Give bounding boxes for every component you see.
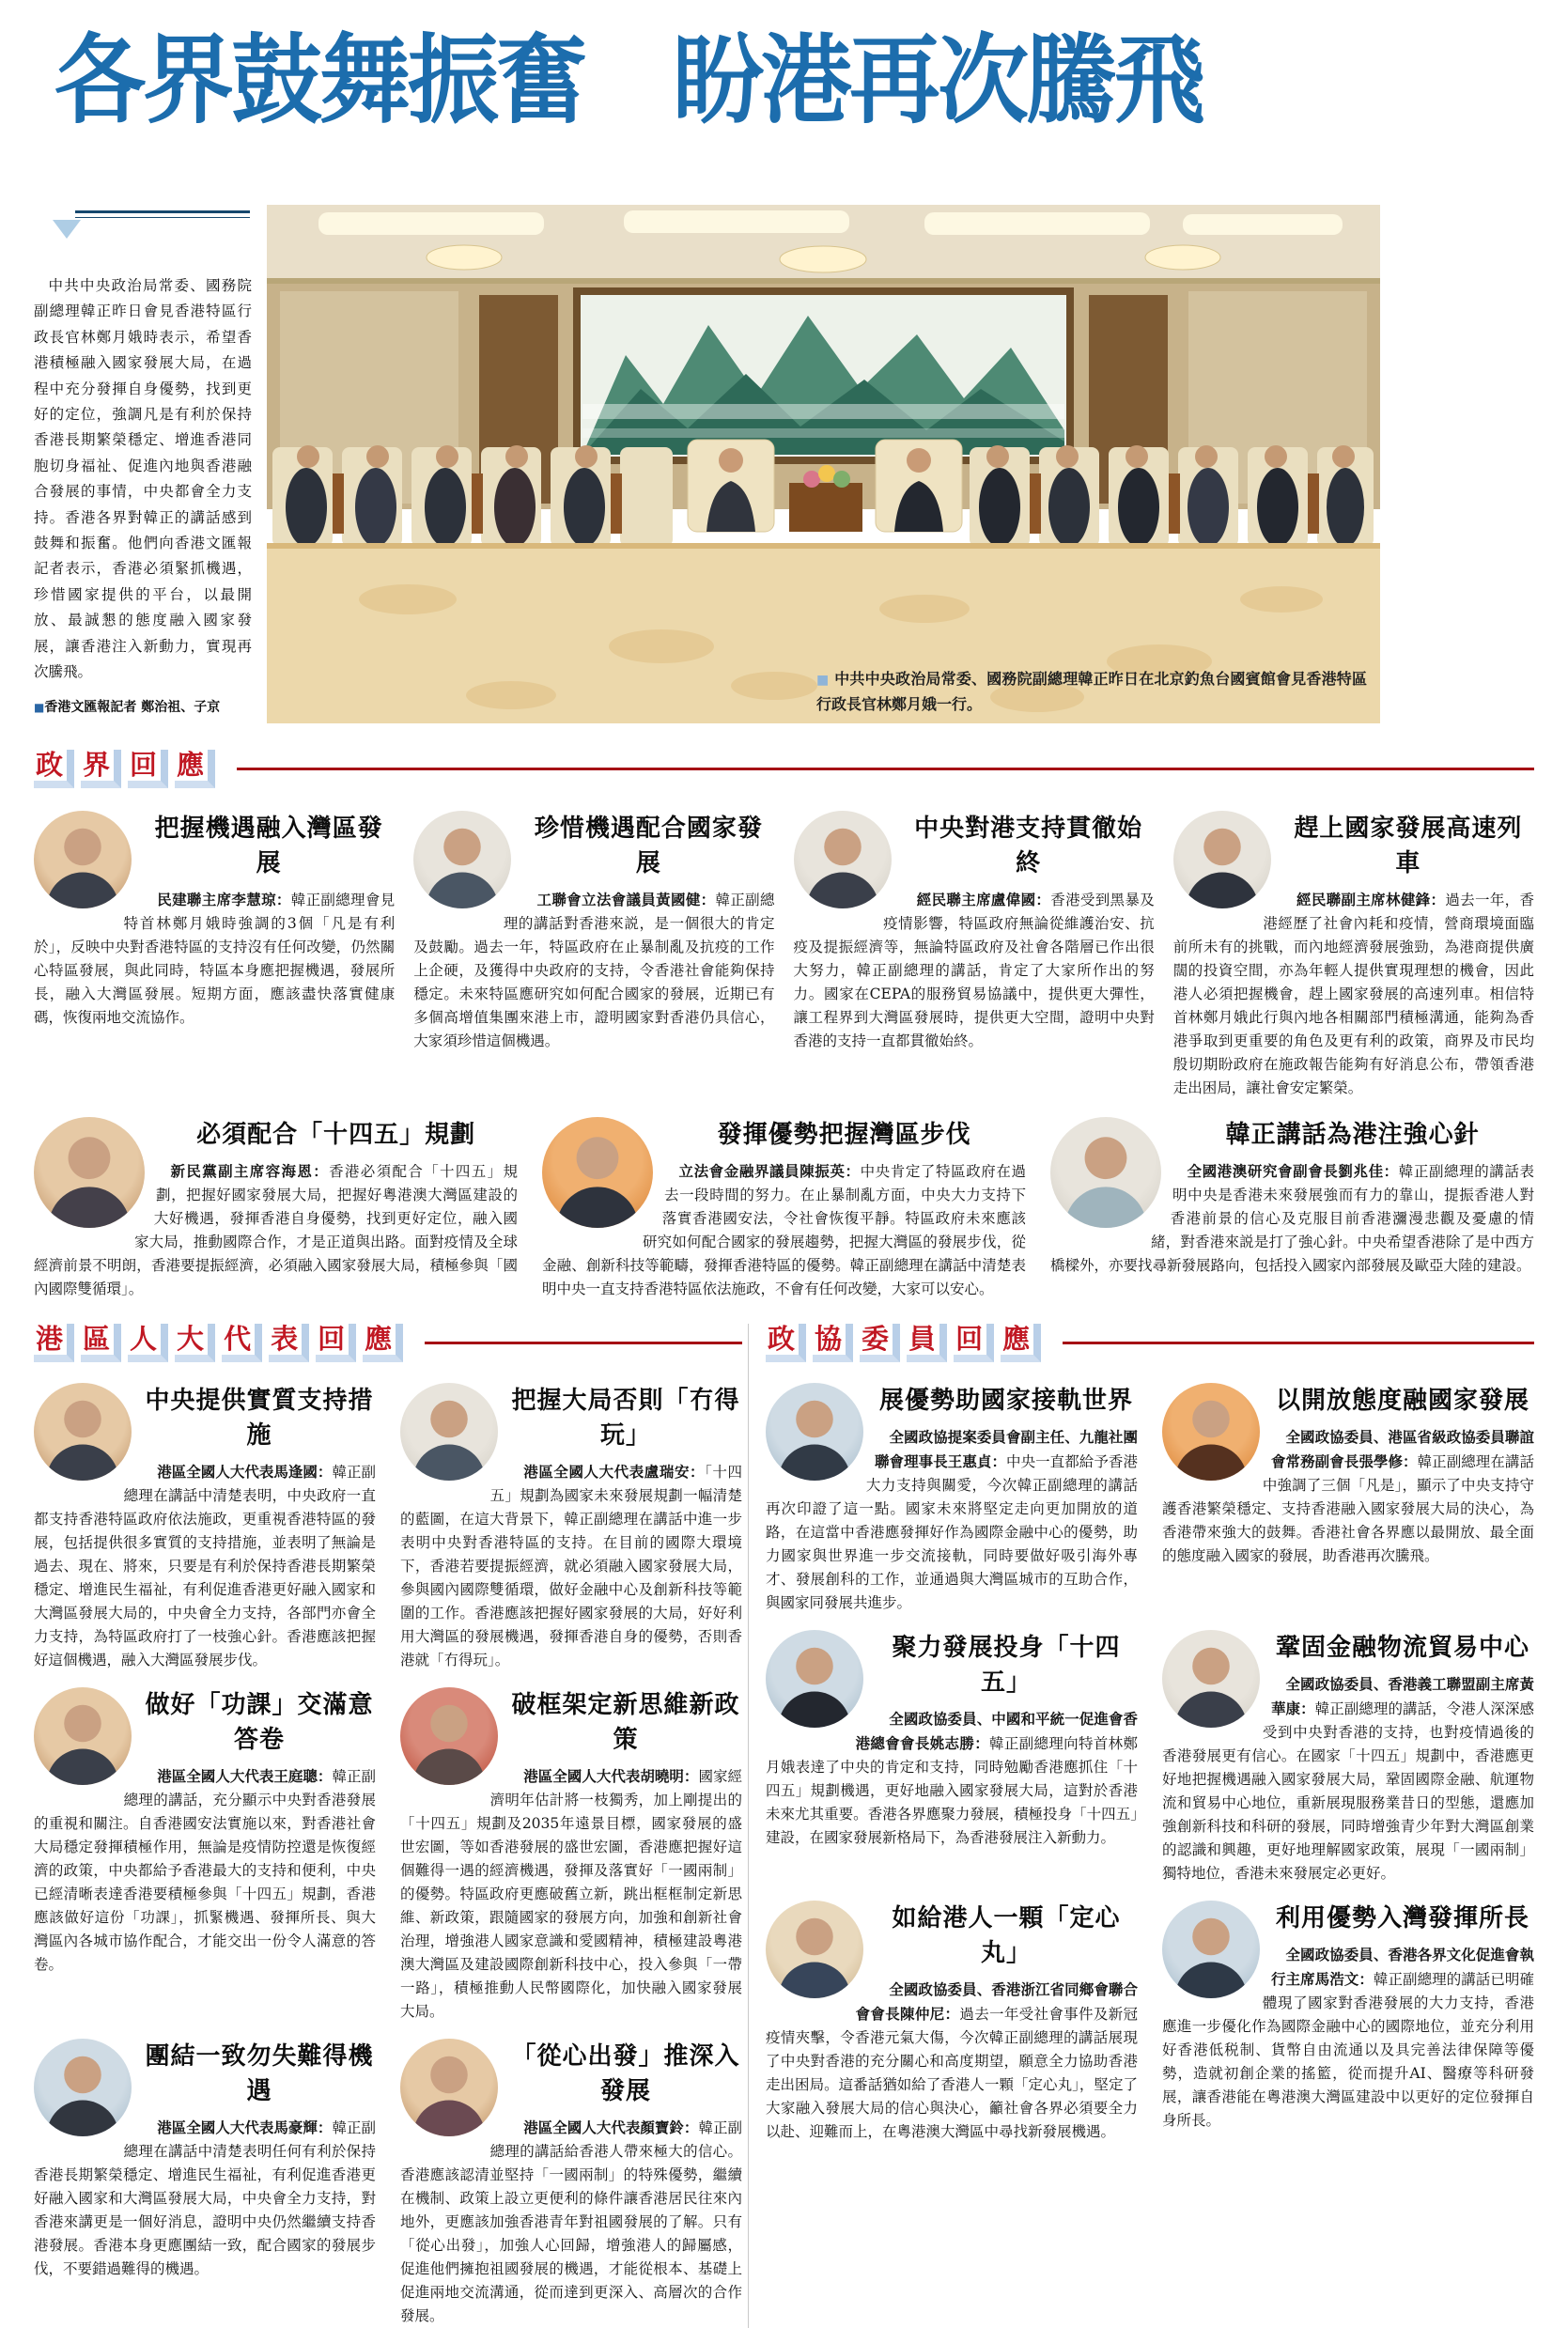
commentary-block — [794, 809, 1155, 1100]
byline — [34, 697, 252, 716]
commentary-text: 香港受到黑暴及疫情影響，特區政府無論從維護治安、抗疫及提振經濟等，無論特區政府及社會各階層已作出很大努力，韓正副總理的講話，肯定了大家所作出的努力。國家在CEPA的服務貿易協議中，提供更大彈性，讓工程界到大灣區發展時，提供更大空間，證明中央對香港的支持一直都貫徹始終。 — [793, 891, 1155, 1049]
speaker-name: 港區全國人大代表王庭聰： — [157, 1767, 333, 1786]
commentary-block — [542, 1115, 1026, 1301]
commentary-title: 展優勢助國家接軌世界 — [878, 1387, 1133, 1416]
portrait-photo — [1050, 1117, 1161, 1228]
commentary-title: 「從心出發」推深入發展 — [511, 2042, 740, 2106]
portrait-photo — [400, 2039, 498, 2136]
commentary-title: 把握大局否則「冇得玩」 — [511, 1387, 740, 1451]
speaker-name: 全國港澳研究會副會長劉兆佳： — [1187, 1161, 1399, 1180]
commentary-block — [413, 809, 774, 1100]
section-header-char: 員 — [907, 1324, 947, 1362]
section-header-npc — [34, 1324, 742, 1362]
portrait-photo — [34, 1383, 132, 1481]
portrait-photo — [794, 811, 892, 908]
section-header-rule — [425, 1342, 742, 1344]
portrait-photo — [34, 1117, 145, 1228]
speaker-name: 立法會金融界議員陳振英： — [678, 1161, 861, 1180]
commentary-title: 珍惜機遇配合國家發展 — [534, 814, 763, 877]
commentary-text: 韓正副總理的講話已明確體現了國家對香港發展的大力支持，香港應進一步優化作為國際金融中心的國際地位，並充分利用好香港低税制、貨幣自由流通以及具完善法律保障等優勢，造就初創企業的搖籃，從而提升AI、醫療等科研發展，讓香港能在粵港澳大灣區建設中以更好的定位發揮自身所長。 — [1162, 1971, 1534, 2130]
commentary-text: 韓正副總理的講話，充分顯示中央對香港發展的重視和關注。自香港國安法實施以來，對香港社會大局穩定發揮積極作用，無論是疫情防控還是恢復經濟的政策，中央都給予香港最大的支持和便利，中央已經清晰表達香港要積極參與「十四五」規劃，香港應該做好這份「功課」，抓緊機遇、發揮所長、與大灣區內各城市協作配合，才能交出一份令人滿意的答卷。 — [34, 1768, 376, 1974]
portrait-photo — [413, 811, 511, 908]
portrait-photo — [542, 1117, 653, 1228]
portrait-photo — [766, 1383, 863, 1481]
commentary-title: 以開放態度融國家發展 — [1275, 1387, 1529, 1416]
section-npc-responses — [0, 1324, 748, 2328]
section-header-char: 應 — [363, 1324, 403, 1362]
commentary-block — [400, 2037, 742, 2328]
commentary-title: 韓正講話為港注強心針 — [1225, 1120, 1480, 1149]
commentary-body — [34, 1764, 376, 1977]
commentary-text: 韓正副總理向特首林鄭月娥表達了中央的肯定和支持，同時勉勵香港應抓住「十四五」規劃機遇，更好地融入國家發展大局，這對於香港未來尤其重要。香港各界應聚力發展，積極投身「十四五」建設，在國家發展新格局下，為香港發展注入新動力。 — [766, 1735, 1138, 1847]
commentary-body — [400, 1764, 742, 2024]
speaker-name: 港區全國人大代表馬逢國： — [157, 1463, 333, 1482]
commentary-block — [766, 1899, 1138, 2144]
section-header-rule — [1063, 1342, 1534, 1344]
section-header-char: 代 — [222, 1324, 262, 1362]
section-header-cppcc — [766, 1324, 1534, 1362]
commentary-body — [794, 888, 1155, 1053]
section-header-politics — [34, 750, 1534, 788]
speaker-name: 港區全國人大代表盧瑞安： — [523, 1463, 706, 1482]
commentary-text: 過去一年，香港經歷了社會內耗和疫情，營商環境面臨前所未有的挑戰，而內地經濟發展強勁，為港商提供廣闊的投資空間，亦為年輕人提供實現理想的機會，因此港人必須把握機會，趕上國家發展的高速列車。相信特首林鄭月娥此行與內地各相關部門積極溝通，能夠為香港爭取到更重要的角色及更有利的政策，商界及市民均殷切期盼政府在施政報告能夠有好消息公布，帶領香港走出困局，讓社會安定繁榮。 — [1172, 891, 1534, 1096]
politics-responses-row1 — [34, 809, 1534, 1100]
speaker-name: 港區全國人大代表馬豪輝： — [157, 2118, 333, 2137]
portrait-photo — [1173, 811, 1271, 908]
section-header-char: 大 — [175, 1324, 215, 1362]
commentary-text: 韓正副總理在講話中強調了三個「凡是」，顯示了中央支持守護香港繁榮穩定、支持香港融入國家發展大局的決心，為香港帶來強大的鼓舞。香港社會各界應以最開放、最全面的態度融入國家的發展，助香港再次騰飛。 — [1162, 1453, 1534, 1565]
commentary-block — [1173, 809, 1534, 1100]
commentary-title: 聚力發展投身「十四五」 — [892, 1634, 1121, 1698]
section-header-char: 回 — [128, 750, 168, 788]
portrait-photo — [766, 1630, 863, 1728]
portrait-photo — [1162, 1630, 1260, 1728]
commentary-title: 做好「功課」交滿意答卷 — [145, 1691, 374, 1755]
speaker-name: 全國政協委員、香港浙江省同鄉會聯合會會長陳仲尼： — [855, 1980, 1138, 2024]
speaker-name: 全國政協委員、港區省級政協委員聯誼會常務副會長張學修： — [1271, 1428, 1534, 1471]
commentary-text: 中央肯定了特區政府在過去一段時間的努力。在止暴制亂方面，中央大力支持下落實香港國安法，令社會恢復平靜。特區政府未來應該研究如何配合國家的發展趨勢，把握大灣區的發展步伐，從金融、創新科技等範疇，發揮香港特區的優勢。韓正副總理在講話中清楚表明中央一直支持香港特區依法施政，不會有任何改變，大家可以安心。 — [542, 1162, 1026, 1297]
bottom-sections — [0, 1324, 1568, 2328]
commentary-block — [766, 1628, 1138, 1886]
speaker-name: 工聯會立法會議員黃國健： — [536, 890, 716, 908]
speaker-name: 全國政協委員、香港各界文化促進會執行主席馬浩文： — [1271, 1946, 1534, 1989]
commentary-title: 中央提供實質支持措施 — [145, 1387, 374, 1451]
commentary-title: 發揮優勢把握灣區步伐 — [717, 1120, 971, 1149]
photo-caption-text: 中共中央政治局常委、國務院副總理韓正昨日在北京釣魚台國賓館會見香港特區行政長官林鄭月娥一行。 — [816, 670, 1367, 713]
commentary-title: 把握機遇融入灣區發展 — [154, 814, 383, 877]
commentary-title: 趕上國家發展高速列車 — [1294, 814, 1523, 877]
section-header-char: 委 — [860, 1324, 900, 1362]
section-header-char: 港 — [34, 1324, 74, 1362]
lead-triangle-ornament — [53, 220, 81, 253]
cppcc-blocks-grid — [766, 1381, 1534, 2144]
commentary-text: 香港必須配合「十四五」規劃，把握好國家發展大局，把握好粵港澳大灣區建設的大好機遇，發揮香港自身優勢，找到更好定位，融入國家大局，推動國際合作，才是正道與出路。面對疫情及全球經濟前景不明朗，香港要提振經濟，必須融入國家發展大局，積極參與「國內國際雙循環」。 — [34, 1162, 518, 1297]
commentary-block — [1162, 1899, 1534, 2144]
commentary-block — [766, 1381, 1138, 1615]
commentary-body — [34, 1460, 376, 1672]
section-cppcc-responses — [748, 1324, 1568, 2328]
portrait-photo — [34, 811, 132, 908]
section-header-char: 回 — [954, 1324, 994, 1362]
portrait-photo — [1162, 1901, 1260, 1998]
commentary-title: 團結一致勿失難得機遇 — [145, 2042, 374, 2106]
commentary-body — [766, 1978, 1138, 2144]
portrait-photo — [400, 1687, 498, 1785]
commentary-text: 韓正副總理在講話中清楚表明，中央政府一直都支持香港特區政府依法施政，更重視香港特區的發展，包括提供很多實質的支持措施，並表明了無論是過去、現在、將來，只要是有利於保持香港長期繁榮穩定、增進民生福祉，有利促進香港更好融入國家和大灣區發展大局的，中央會全力支持，各部門亦會全力支持，為特區政府打了一枝強心針。香港應該把握好這個機遇，融入大灣區發展步伐。 — [34, 1464, 376, 1669]
byline-bullet-icon: ■ — [34, 700, 45, 714]
commentary-block — [400, 1685, 742, 2024]
commentary-block — [400, 1381, 742, 1672]
commentary-block — [34, 1381, 376, 1672]
speaker-name: 港區全國人大代表胡曉明： — [523, 1767, 699, 1786]
commentary-text: 過去一年受社會事件及新冠疫情夾擊，令香港元氣大傷，今次韓正副總理的講話展現了中央對香港的充分關心和高度期望，願意全力協助香港走出困局。這番話猶如給了香港人一顆「定心丸」，堅定了大家融入發展大局的信心與決心，籲社會各界必須要全力以赴、迎難而上，在粵港澳大灣區中尋找新發展機遇。 — [766, 2006, 1138, 2141]
commentary-title: 利用優勢入灣發揮所長 — [1275, 1904, 1529, 1933]
commentary-block — [1162, 1628, 1534, 1886]
commentary-title: 如給港人一顆「定心丸」 — [892, 1904, 1121, 1968]
portrait-photo — [34, 1687, 132, 1785]
section-header-char: 應 — [1001, 1324, 1041, 1362]
commentary-body — [34, 888, 395, 1030]
commentary-text: 韓正副總理在講話中清楚表明任何有利於保持香港長期繁榮穩定、增進民生福祉，有利促進香港更好融入國家和大灣區發展大局，中央會全力支持，對香港來講更是一個好消息，證明中央仍然繼續支持香港發展。香港本身更應團結一致，配合國家的發展步伐，不要錯過難得的機遇。 — [34, 2119, 376, 2278]
portrait-photo — [1162, 1383, 1260, 1481]
speaker-name: 經民聯主席盧偉國： — [916, 890, 1051, 908]
politics-responses-row2 — [34, 1115, 1534, 1301]
page-headline: 各界鼓舞振奮 盼港再次騰飛 — [54, 23, 1203, 137]
speaker-name: 全國政協委員、香港義工聯盟副主席黃華康： — [1271, 1675, 1534, 1718]
lead-paragraph: 中共中央政治局常委、國務院副總理韓正昨日會見香港特區行政長官林鄭月娥時表示，希望香港積極融入國家發展大局，在過程中充分發揮自身優勢，找到更好的定位，強調凡是有利於保持香港長期繁榮穩定、增進香港同胞切身福祉、促進內地與香港融合發展的事情，中央都會全力支持。香港各界對韓正的講話感到鼓舞和振奮。他們向香港文匯報記者表示，香港必須緊抓機遇，珍惜國家提供的平台，以最開放、最誠懇的態度融入國家發展，讓香港注入新動力，實現再次騰飛。 — [34, 277, 252, 681]
commentary-text: 「十四五」規劃為國家未來發展規劃一幅清楚的藍圖，在這大背景下，韓正副總理在講話中進一步表明中央對香港特區的支持。在目前的國際大環境下，香港若要提振經濟，就必須融入國家發展大局，參與國內國際雙循環，做好金融中心及創新科技等範圍的工作。香港應該把握好國家發展的大局，好好利用大灣區的發展機遇，發揮香港自身的優勢，否則香港就「冇得玩」。 — [400, 1464, 742, 1669]
commentary-body — [400, 2116, 742, 2328]
speaker-name: 民建聯主席李慧琼： — [157, 890, 291, 908]
section-header-char: 人 — [128, 1324, 168, 1362]
portrait-photo — [400, 1383, 498, 1481]
npc-blocks-grid — [34, 1381, 742, 2328]
commentary-block — [34, 2037, 376, 2328]
section-header-char: 表 — [269, 1324, 309, 1362]
byline-text: 香港文匯報記者 鄭治祖、子京 — [44, 699, 221, 715]
commentary-text: 國家經濟明年估計將一枝獨秀，加上剛提出的「十四五」規劃及2035年遠景目標，國家發展的盛世宏圖，等如香港發展的盛世宏圖，香港應把握好這個難得一遇的經濟機遇，發揮及落實好「一國兩制」的優勢。特區政府更應破舊立新，跳出框框制定新思維、新政策，跟隨國家的發展方向，加強和創新社會治理，增強港人國家意識和愛國精神，積極建設粵港澳大灣區及建設國際創新科技中心，投入參與「一帶一路」，積極推動人民幣國際化，加快融入國家發展大局。 — [400, 1768, 742, 2021]
commentary-block — [34, 809, 395, 1100]
commentary-body — [1173, 888, 1534, 1100]
section-header-char: 應 — [175, 750, 215, 788]
commentary-text: 韓正副總理會見特首林鄭月娥時強調的3個「凡是有利於」，反映中央對香港特區的支持沒有任何改變，仍然關心特區發展，與此同時，特區本身應把握機遇，發展所長，融入大灣區發展。短期方面，應該盡快落實健康碼，恢復兩地交流協作。 — [34, 891, 396, 1026]
commentary-text: 韓正副總理的講話表明中央是香港未來發展強而有力的靠山，提振香港人對香港前景的信心及克服目前香港瀰漫悲觀及憂慮的情緒，對香港來説是打了強心針。中央希望香港除了是中西方橋樑外，亦要找尋新發展路向，包括投入國家內部發展及歐亞大陸的建設。 — [1050, 1162, 1534, 1274]
commentary-title: 必須配合「十四五」規劃 — [196, 1120, 476, 1149]
caption-bullet-icon: ■ — [816, 673, 830, 688]
section-header-rule — [237, 768, 1534, 770]
photo-caption — [816, 667, 1367, 716]
section-header-char: 協 — [813, 1324, 853, 1362]
speaker-name: 經民聯副主席林健鋒： — [1296, 890, 1446, 908]
commentary-block — [1050, 1115, 1534, 1301]
commentary-title: 鞏固金融物流貿易中心 — [1275, 1634, 1529, 1663]
commentary-body — [766, 1707, 1138, 1850]
speaker-name: 全國政協委員、中國和平統一促進會香港總會會長姚志勝： — [855, 1710, 1138, 1753]
speaker-name: 港區全國人大代表顏寶鈴： — [523, 2118, 699, 2137]
commentary-block — [1162, 1381, 1534, 1615]
section-header-char: 區 — [81, 1324, 121, 1362]
portrait-photo — [34, 2039, 132, 2136]
commentary-body — [413, 888, 774, 1053]
speaker-name: 全國政協提案委員會副主任、九龍社團聯會理事長王惠貞： — [875, 1428, 1138, 1471]
section-header-char: 政 — [766, 1324, 806, 1362]
commentary-text: 韓正副總理的講話對香港來説，是一個很大的肯定及鼓勵。過去一年，特區政府在止暴制亂及抗疫的工作上企硬，及獲得中央政府的支持，令香港社會能夠保持穩定。未來特區應研究如何配合國家的發展，近期已有多個高增值集團來港上市，證明國家對香港仍具信心，大家須珍惜這個機遇。 — [413, 891, 775, 1049]
commentary-block — [34, 1115, 518, 1301]
commentary-text: 中央一直都給予香港大力支持與關愛，今次韓正副總理的講話再次印證了這一點。國家未來將堅定走向更加開放的道路，在這當中香港應發揮好作為國際金融中心的優勢，助力國家與世界進一步交流接軌，同時要做好吸引海外專才、發展創科的工作，並通過與大灣區城市的互助合作，與國家同發展共進步。 — [766, 1453, 1138, 1612]
portrait-photo — [766, 1901, 863, 1998]
commentary-title: 中央對港支持貫徹始終 — [914, 814, 1143, 877]
lead-paragraph-column — [34, 205, 252, 729]
section-header-char: 回 — [316, 1324, 356, 1362]
lead-divider-line — [75, 210, 250, 218]
commentary-text: 韓正副總理的講話給香港人帶來極大的信心。香港應該認清並堅持「一國兩制」的特殊優勢，繼續在機制、政策上設立更便利的條件讓香港居民往來內地外，更應該加強香港青年對祖國發展的了解。只有「從心出發」，加強人心回歸，增強港人的歸屬感，促進他們擁抱祖國發展的機遇，才能從根本、基礎上促進兩地交流溝通，從而達到更深入、高層次的合作發展。 — [400, 2119, 742, 2325]
section-header-char: 界 — [81, 750, 121, 788]
commentary-text: 韓正副總理的講話，令港人深深感受到中央對香港的支持，也對疫情過後的香港發展更有信心。在國家「十四五」規劃中，香港應更好地把握機遇融入國家發展大局，鞏固國際金融、航運物流和貿易中心地位，重新展現服務業昔日的型態，還應加強創新科技和科研的發展，同時增強青少年對大灣區創業的認識和興趣，更好地理解國家政策，展現「一國兩制」獨特地位，香港未來發展定必更好。 — [1162, 1700, 1534, 1883]
lead-area — [34, 205, 1568, 729]
speaker-name: 新民黨副主席容海恩： — [170, 1161, 330, 1180]
commentary-title: 破框架定新思維新政策 — [511, 1691, 740, 1755]
commentary-body — [400, 1460, 742, 1672]
meeting-photo-illustration — [267, 205, 1380, 723]
commentary-block — [34, 1685, 376, 2024]
meeting-photo — [267, 205, 1380, 723]
commentary-body — [34, 2116, 376, 2281]
section-header-char: 政 — [34, 750, 74, 788]
